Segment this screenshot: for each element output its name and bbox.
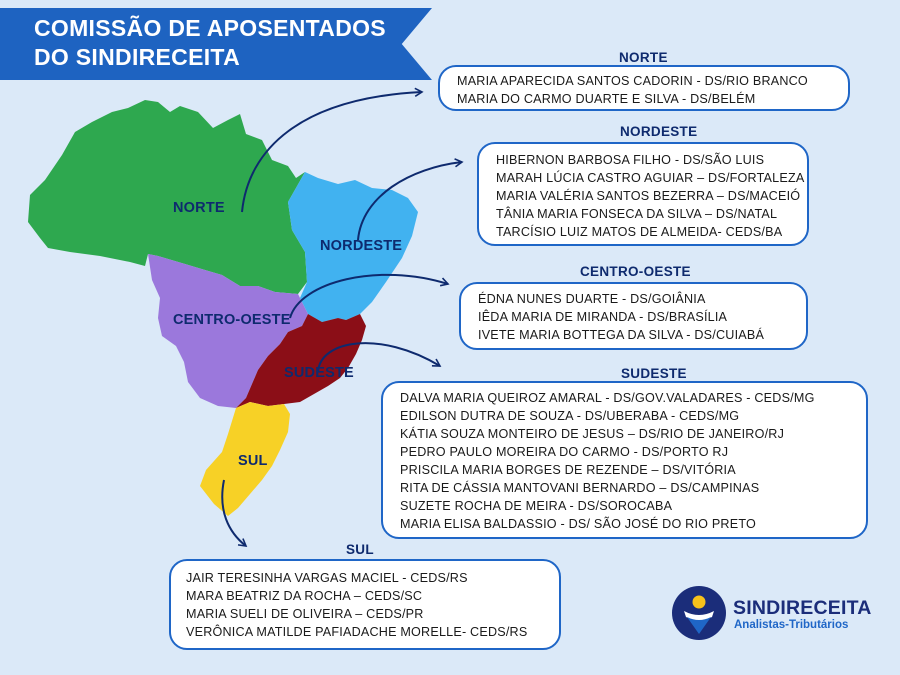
member-sudeste-5: PRISCILA MARIA BORGES DE REZENDE – DS/VITÓRIA	[400, 463, 736, 477]
logo-subtitle: Analistas-Tributários	[734, 619, 849, 631]
member-sul-2: MARA BEATRIZ DA ROCHA – CEDS/SC	[186, 589, 423, 603]
map-label-sudeste: SUDESTE	[284, 365, 354, 381]
member-sudeste-2: EDILSON DUTRA DE SOUZA - DS/UBERABA - CEDS/MG	[400, 409, 740, 423]
member-sudeste-3: KÁTIA SOUZA MONTEIRO DE JESUS – DS/RIO DE JANEIRO/RJ	[400, 427, 785, 441]
member-nordeste-3: MARIA VALÉRIA SANTOS BEZERRA – DS/MACEIÓ	[496, 189, 801, 203]
member-centro-oeste-2: IÊDA MARIA DE MIRANDA - DS/BRASÍLIA	[478, 310, 728, 324]
member-nordeste-4: TÂNIA MARIA FONSECA DA SILVA – DS/NATAL	[496, 207, 778, 221]
heading-centro-oeste: CENTRO-OESTE	[580, 264, 691, 279]
member-sul-4: VERÔNICA MATILDE PAFIADACHE MORELLE- CEDS/RS	[186, 625, 528, 639]
member-sudeste-4: PEDRO PAULO MOREIRA DO CARMO - DS/PORTO RJ	[400, 445, 729, 459]
member-nordeste-1: HIBERNON BARBOSA FILHO - DS/SÃO LUIS	[496, 153, 765, 167]
member-sul-3: MARIA SUELI DE OLIVEIRA – CEDS/PR	[186, 607, 424, 621]
member-nordeste-2: MARAH LÚCIA CASTRO AGUIAR – DS/FORTALEZA	[496, 171, 805, 185]
map-label-sul: SUL	[238, 453, 268, 469]
member-nordeste-5: TARCÍSIO LUIZ MATOS DE ALMEIDA- CEDS/BA	[496, 225, 783, 239]
page-title-line-1: COMISSÃO DE APOSENTADOS	[34, 15, 386, 41]
map-label-norte: NORTE	[173, 200, 225, 216]
box-sul	[169, 559, 561, 650]
page-title-line-2: DO SINDIRECEITA	[34, 44, 240, 70]
box-centro-oeste	[459, 282, 808, 350]
member-norte-1: MARIA APARECIDA SANTOS CADORIN - DS/RIO BRANCO	[457, 74, 808, 88]
logo-name: SINDIRECEITA	[733, 597, 872, 619]
member-sudeste-8: MARIA ELISA BALDASSIO - DS/ SÃO JOSÉ DO RIO PRETO	[400, 517, 756, 531]
member-sul-1: JAIR TERESINHA VARGAS MACIEL - CEDS/RS	[186, 571, 468, 585]
box-norte	[438, 65, 850, 111]
member-centro-oeste-1: ÉDNA NUNES DUARTE - DS/GOIÂNIA	[478, 292, 706, 306]
member-sudeste-7: SUZETE ROCHA DE MEIRA - DS/SOROCABA	[400, 499, 673, 513]
map-label-nordeste: NORDESTE	[320, 238, 403, 254]
member-centro-oeste-3: IVETE MARIA BOTTEGA DA SILVA - DS/CUIABÁ	[478, 328, 765, 342]
box-nordeste	[477, 142, 809, 246]
member-sudeste-6: RITA DE CÁSSIA MANTOVANI BERNARDO – DS/CAMPINAS	[400, 481, 760, 495]
heading-norte: NORTE	[619, 50, 668, 65]
member-sudeste-1: DALVA MARIA QUEIROZ AMARAL - DS/GOV.VALADARES - CEDS/MG	[400, 391, 815, 405]
heading-nordeste: NORDESTE	[620, 124, 698, 139]
heading-sudeste: SUDESTE	[621, 366, 687, 381]
map-label-centro-oeste: CENTRO-OESTE	[173, 312, 291, 328]
member-norte-2: MARIA DO CARMO DUARTE E SILVA - DS/BELÉM	[457, 92, 756, 106]
heading-sul: SUL	[346, 542, 374, 557]
box-sudeste	[381, 381, 868, 539]
sindireceita-logo-icon	[672, 586, 726, 640]
